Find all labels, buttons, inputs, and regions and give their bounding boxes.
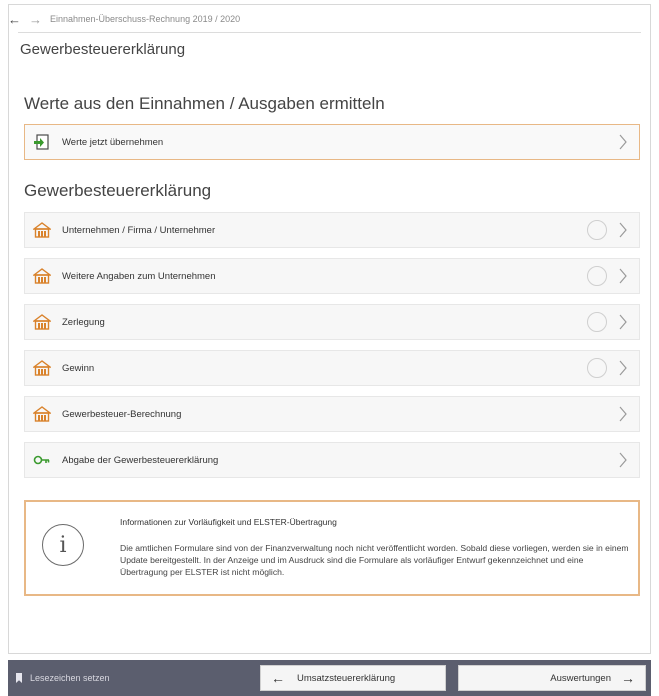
form-item-label: Abgabe der Gewerbesteuererklärung [62, 454, 219, 466]
info-title: Informationen zur Vorläufigkeit und ELSTER-Übertragung [120, 517, 337, 527]
arrow-right-icon[interactable]: → [29, 11, 42, 27]
import-document-icon [32, 132, 52, 152]
section-heading-import: Werte aus den Einnahmen / Ausgaben ermitteln [24, 94, 385, 113]
form-item-label: Gewerbesteuer-Berechnung [62, 408, 182, 420]
chevron-right-icon [617, 314, 629, 330]
breadcrumb [8, 8, 651, 30]
bookmark-label: Lesezeichen setzen [30, 673, 110, 683]
form-item-zerlegung[interactable] [24, 304, 640, 340]
chevron-right-icon [617, 268, 629, 284]
info-box [24, 500, 640, 596]
submit-key-icon [32, 450, 52, 470]
building-icon [32, 358, 52, 378]
bookmark-icon [16, 673, 22, 683]
page-title: Gewerbesteuererklärung [20, 41, 186, 58]
footer-bar [8, 660, 651, 696]
chevron-right-icon [617, 222, 629, 238]
form-item-gewinn[interactable] [24, 350, 640, 386]
building-icon [32, 220, 52, 240]
form-item-unternehmen[interactable] [24, 212, 640, 248]
status-circle-icon [587, 266, 607, 286]
breadcrumb-text[interactable]: Einnahmen-Überschuss-Rechnung 2019 / 2020 [50, 14, 241, 24]
arrow-right-icon: → [621, 670, 635, 686]
form-item-label: Zerlegung [62, 316, 105, 328]
form-item-berechnung[interactable] [24, 396, 640, 432]
arrow-left-icon: ← [271, 670, 285, 686]
import-values-label: Werte jetzt übernehmen [62, 136, 164, 148]
status-circle-icon [587, 358, 607, 378]
next-button[interactable] [458, 665, 646, 691]
building-icon [32, 404, 52, 424]
chevron-right-icon [617, 360, 629, 376]
status-circle-icon [587, 220, 607, 240]
chevron-right-icon [617, 406, 629, 422]
title-divider [18, 32, 641, 33]
building-icon [32, 266, 52, 286]
form-item-weitere-angaben[interactable] [24, 258, 640, 294]
info-text: Die amtlichen Formulare sind von der Finanzverwaltung noch nicht veröffentlicht worden. Sobald diese vorliegen, werden sie in einem Update bereitgestellt. In der Anzeige und im Ausdruck sind die Formulare als vorläufiger Entwurf gekennzeichnet und eine Übertragung per ELSTER ist nicht möglich. [120, 543, 629, 577]
status-circle-icon [587, 312, 607, 332]
section-heading-form: Gewerbesteuererklärung [24, 181, 212, 200]
info-icon: i [42, 524, 84, 566]
import-values-row[interactable] [24, 124, 640, 160]
chevron-right-icon [617, 452, 629, 468]
chevron-right-icon [617, 134, 629, 150]
back-button-label: Umsatzsteuererklärung [297, 672, 396, 684]
back-button[interactable] [260, 665, 446, 691]
next-button-label: Auswertungen [550, 672, 611, 684]
form-item-label: Weitere Angaben zum Unternehmen [62, 270, 216, 282]
building-icon [32, 312, 52, 332]
form-item-label: Gewinn [62, 362, 95, 374]
form-item-label: Unternehmen / Firma / Unternehmer [62, 224, 216, 236]
form-item-abgabe[interactable] [24, 442, 640, 478]
bookmark-button[interactable] [16, 673, 110, 683]
arrow-left-icon[interactable]: ← [8, 11, 21, 27]
